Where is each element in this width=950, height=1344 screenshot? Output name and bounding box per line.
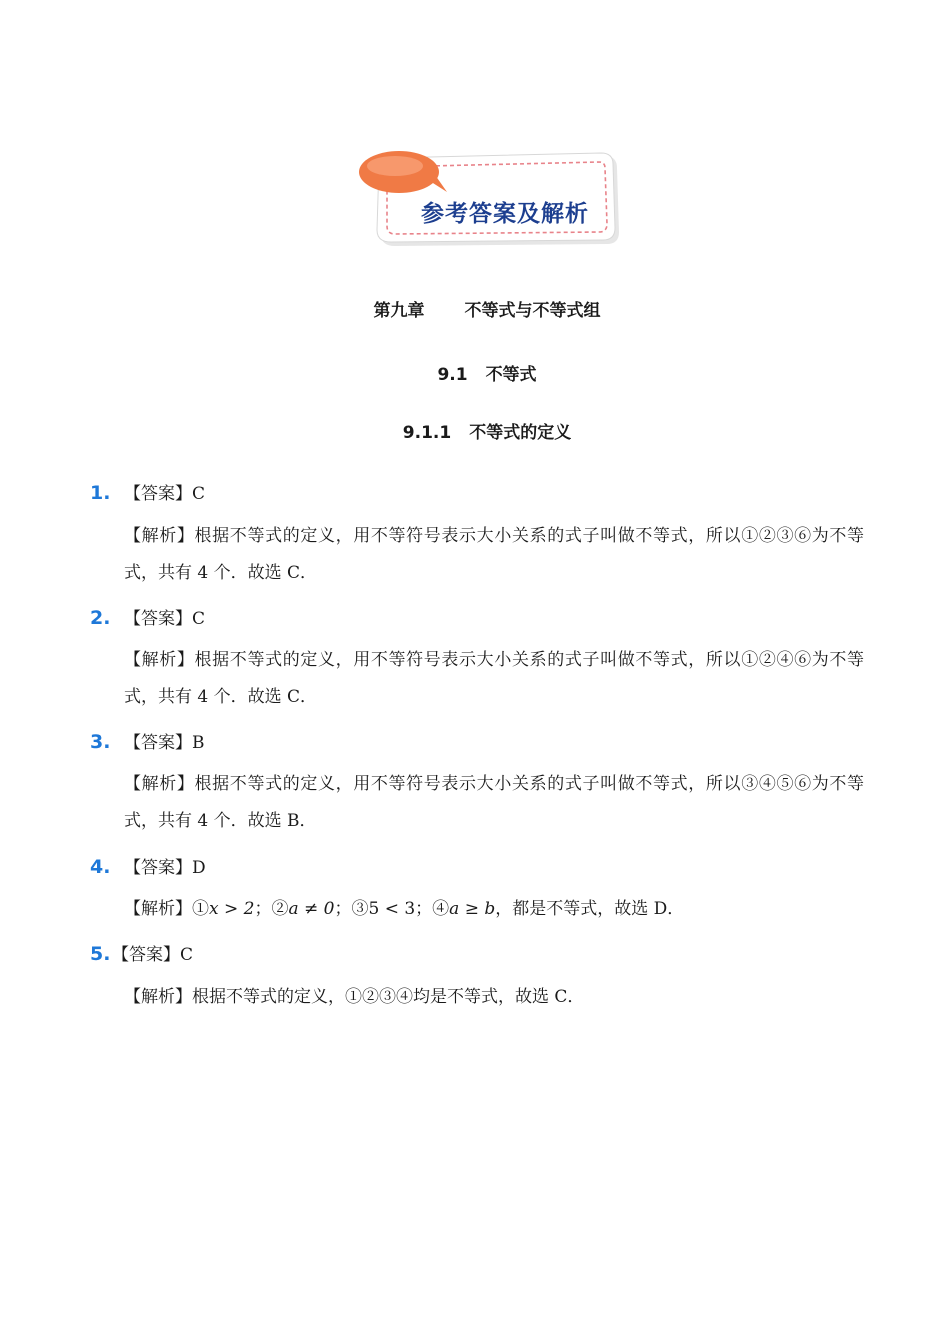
list-item (90, 606, 205, 631)
item-answer: 【答案】D (124, 858, 206, 878)
section-number: 9.1 (437, 365, 468, 385)
analysis-text: ；③5 < 3；④ (334, 899, 450, 919)
math-expression: x > 2 (209, 899, 255, 919)
list-item (90, 730, 205, 755)
item-number: 5. (90, 943, 111, 965)
chapter-number: 第九章 (373, 301, 425, 321)
math-expression: a ≠ 0 (288, 899, 335, 919)
item-analysis: 【解析】根据不等式的定义，用不等符号表示大小关系的式子叫做不等式，所以①②④⑥为不等式，共有 4 个．故选 C． (124, 650, 864, 707)
item-answer: 【答案】C (112, 945, 194, 965)
list-item (90, 855, 206, 880)
list-item (90, 481, 205, 506)
item-answer: 【答案】C (124, 484, 206, 504)
item-number: 1. (90, 482, 111, 504)
item-analysis: 【解析】根据不等式的定义，用不等符号表示大小关系的式子叫做不等式，所以①②③⑥为不等式，共有 4 个．故选 C． (124, 526, 864, 583)
analysis-text: 【解析】① (124, 899, 209, 919)
item-number: 3. (90, 731, 111, 753)
subsection-number: 9.1.1 (402, 423, 452, 443)
chapter-title: 不等式与不等式组 (464, 301, 601, 321)
answer-banner (355, 150, 623, 250)
section-title: 不等式 (485, 365, 537, 385)
item-analysis (124, 891, 864, 928)
subsection-heading (0, 418, 950, 443)
list-item (90, 942, 193, 967)
chapter-heading (0, 296, 950, 321)
banner-title: 参考答案及解析 (421, 201, 589, 227)
item-answer: 【答案】B (124, 733, 205, 753)
subsection-title: 不等式的定义 (469, 423, 572, 443)
analysis-text: ；② (254, 899, 289, 919)
item-analysis: 【解析】根据不等式的定义，用不等符号表示大小关系的式子叫做不等式，所以③④⑤⑥为不等式，共有 4 个．故选 B． (124, 774, 864, 831)
item-analysis: 【解析】根据不等式的定义，①②③④均是不等式，故选 C． (124, 987, 585, 1007)
item-number: 4. (90, 856, 111, 878)
item-number: 2. (90, 607, 111, 629)
analysis-text: ，都是不等式，故选 D． (495, 899, 685, 919)
item-answer: 【答案】C (124, 609, 206, 629)
math-expression: a ≥ b (449, 899, 496, 919)
section-heading (0, 360, 950, 385)
